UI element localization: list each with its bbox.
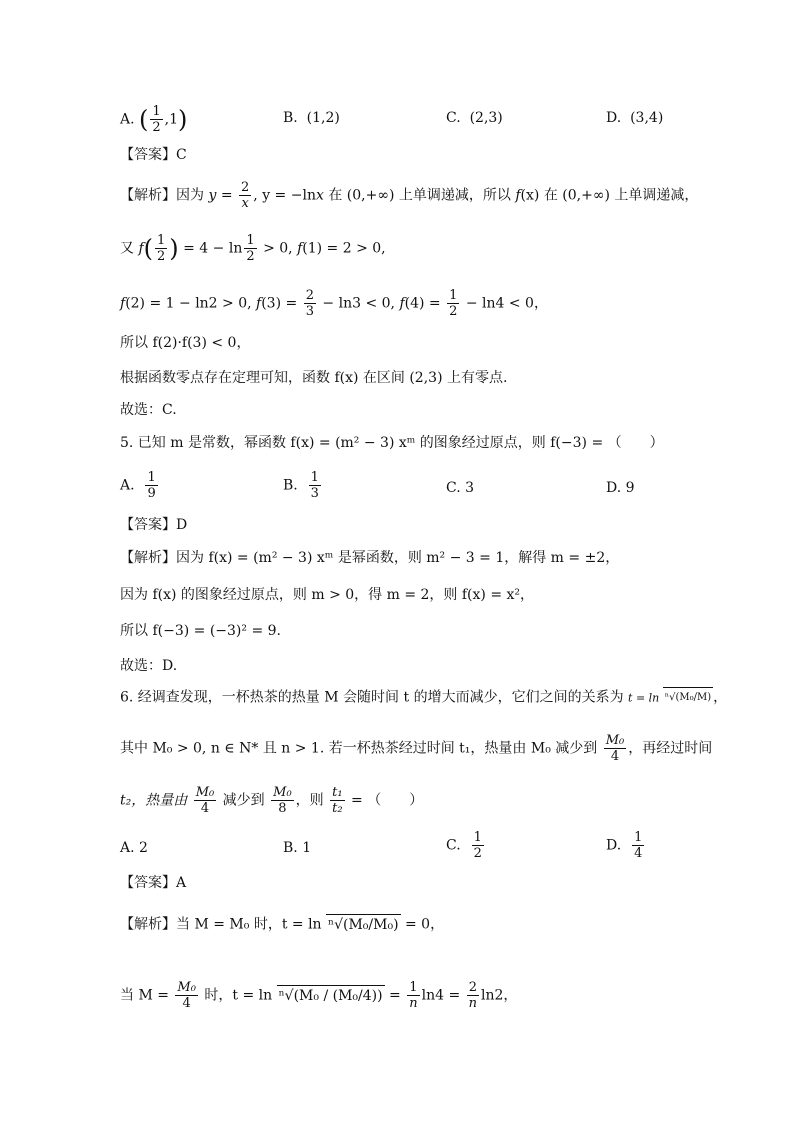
text: ln4 = (421, 987, 465, 1004)
q6-stem-line-2 (120, 733, 712, 764)
text: 时，t = ln (199, 987, 277, 1004)
text: (3) = (261, 295, 302, 312)
numerator: 1 (634, 830, 643, 845)
text: (x) 在 (0,+∞) 上单调递减， (520, 187, 699, 204)
var: f (138, 240, 144, 257)
q5-option-c: C. 3 (446, 480, 475, 496)
numerator: 1 (473, 830, 482, 845)
fraction (244, 233, 256, 264)
denominator: 2 (473, 846, 482, 861)
fraction (304, 288, 316, 319)
paren-open: ( (139, 105, 149, 134)
option-label: B. (283, 477, 298, 494)
option-label: D. (606, 837, 622, 854)
text: 减少到 (218, 792, 270, 809)
option-value: (3,4) (630, 110, 664, 126)
denominator: 2 (246, 249, 255, 264)
denominator: t₂ (332, 801, 343, 816)
text: 在 (0,+∞) 上单调递减，所以 (323, 187, 516, 204)
denominator: 3 (305, 304, 314, 319)
text: , y = −ln (253, 187, 316, 204)
q6-solution-line-2 (120, 980, 517, 1011)
q5-answer: 【答案】D (120, 517, 188, 533)
fraction (150, 104, 162, 135)
fraction (155, 233, 167, 264)
numerator: M₀ (273, 785, 292, 800)
q4-solution-line-4: 所以 f(2)·f(3) < 0， (120, 335, 251, 351)
root: ⁿ√(M₀ / (M₀/4)) (277, 985, 385, 1006)
numerator: 1 (147, 470, 156, 485)
denominator: 4 (634, 846, 643, 861)
text: = 0， (400, 916, 445, 933)
denominator: n (409, 996, 418, 1011)
fraction (604, 733, 627, 764)
numerator: t₁ (332, 785, 343, 800)
q6-solution-line-1 (120, 914, 444, 935)
text: = 4 − ln (178, 240, 243, 257)
text: = (216, 187, 238, 204)
text: ln2， (481, 987, 518, 1004)
text: − ln3 < 0, (317, 295, 400, 312)
var: f (297, 240, 303, 257)
denominator: x (241, 196, 249, 211)
numerator: 2 (241, 180, 250, 195)
q5-option-a (120, 470, 160, 501)
option-label: B. (283, 110, 298, 126)
var: x (315, 187, 324, 204)
text: (2) = 1 − ln2 > 0, (125, 295, 257, 312)
option-label: D. (606, 110, 622, 126)
option-label: A. (120, 477, 135, 494)
q4-solution-line-5: 根据函数零点存在定理可知，函数 f(x) 在区间 (2,3) 上有零点. (120, 370, 508, 386)
text: 6. 经调查发现，一杯热茶的热量 M 会随时间 t 的增大而减少，它们之间的关系为 (120, 689, 629, 706)
denominator: 4 (182, 996, 191, 1011)
fraction (467, 980, 479, 1011)
numerator: 1 (157, 233, 166, 248)
q4-answer: 【答案】C (120, 147, 187, 163)
q4-solution-line-2: 又 f( $\frac{1}{2}$ ) = 4 − ln $\frac{1}{2}$ > 0, f(1) = 2 > 0, (120, 233, 386, 264)
numerator: M₀ (605, 733, 625, 748)
denominator: 8 (278, 801, 287, 816)
fraction (194, 785, 217, 816)
var: f (515, 187, 521, 204)
q5-solution-line-3: 所以 f(−3) = (−3)² = 9. (120, 623, 281, 639)
var: f (120, 295, 126, 312)
var: f (399, 295, 405, 312)
text: (4) = (404, 295, 446, 312)
fraction (447, 288, 459, 319)
q6-option-c (446, 830, 486, 861)
q5-stem: 5. 已知 m 是常数，幂函数 f(x) = (m² − 3) xᵐ 的图象经过原点，则 f(−3) = （ ） (120, 435, 664, 451)
fraction (407, 980, 419, 1011)
fraction (472, 830, 484, 861)
fraction (145, 470, 157, 501)
denominator: 2 (449, 304, 458, 319)
option-value: (1,2) (306, 110, 340, 126)
numerator: 2 (305, 288, 314, 303)
paren-close: ) (178, 105, 188, 134)
q4-option-d (606, 108, 663, 128)
text: ， (713, 689, 728, 706)
fraction (632, 830, 644, 861)
option-value: (2,3) (469, 110, 503, 126)
value: ,1 (164, 111, 179, 128)
numerator: M₀ (177, 980, 196, 995)
var: y (208, 187, 217, 204)
fraction (271, 785, 294, 816)
q5-solution-line-1: 【解析】因为 f(x) = (m² − 3) xᵐ 是幂函数，则 m² − 3 = 1，解得 m = ±2， (120, 550, 620, 566)
q4-solution-line-3 (120, 288, 548, 319)
q6-stem-line-1 (120, 687, 727, 709)
q5-option-d: D. 9 (606, 480, 635, 496)
denominator: 4 (610, 749, 620, 764)
numerator: 2 (467, 980, 479, 996)
text: 【解析】因为 (120, 187, 209, 204)
var: f (256, 295, 262, 312)
q4-option-b (283, 108, 340, 128)
fraction (330, 785, 344, 816)
denominator: 9 (147, 486, 156, 501)
q5-option-b (283, 470, 323, 501)
formula: t = ln (628, 691, 663, 705)
option-label: C. (446, 837, 461, 854)
text: 【解析】当 M = M₀ 时，t = ln (120, 916, 327, 933)
q6-option-a: A. 2 (120, 840, 148, 856)
text: (1) = 2 > 0, (302, 240, 386, 257)
q4-option-c (446, 108, 503, 128)
numerator: 1 (310, 470, 319, 485)
root: ⁿ√(M₀/M₀) (326, 914, 401, 935)
text: = (384, 987, 406, 1004)
option-label: C. (446, 110, 461, 126)
numerator: 1 (152, 104, 161, 119)
denominator: 2 (152, 120, 161, 135)
q5-solution-line-4: 故选：D. (120, 658, 178, 674)
text: ，再经过时间 (628, 740, 713, 757)
q4-option-a (120, 104, 187, 135)
numerator: M₀ (195, 785, 215, 800)
text: 其中 M₀ > 0, n ∈ N* 且 n > 1. 若一杯热茶经过时间 t₁，热量由 M₀ 减少到 (120, 740, 602, 757)
root: ⁿ√(M₀/M) (663, 687, 713, 708)
numerator: 1 (407, 980, 419, 996)
denominator: n (468, 996, 478, 1011)
text: ，则 (295, 792, 329, 809)
text: 又 (120, 240, 139, 257)
text: t₂，热量由 (120, 792, 192, 809)
text: 当 M = (120, 987, 174, 1004)
q5-solution-line-2: 因为 f(x) 的图象经过原点，则 m > 0，得 m = 2，则 f(x) = x²， (120, 587, 535, 603)
fraction (175, 980, 198, 1011)
fraction (239, 180, 251, 211)
denominator: 4 (200, 801, 210, 816)
q4-solution-line-6: 故选：C. (120, 402, 177, 418)
q6-answer: 【答案】A (120, 875, 187, 891)
numerator: 1 (449, 288, 458, 303)
q6-stem-line-3 (120, 785, 423, 816)
numerator: 1 (246, 233, 255, 248)
text: = （ ） (346, 792, 424, 809)
text: − ln4 < 0， (461, 295, 548, 312)
q6-option-b: B. 1 (283, 840, 312, 856)
q4-solution-line-1 (120, 180, 698, 211)
text: > 0, (258, 240, 298, 257)
denominator: 2 (157, 249, 166, 264)
option-label: A. (120, 111, 135, 128)
fraction (309, 470, 321, 501)
denominator: 3 (310, 486, 319, 501)
q6-option-d (606, 830, 646, 861)
